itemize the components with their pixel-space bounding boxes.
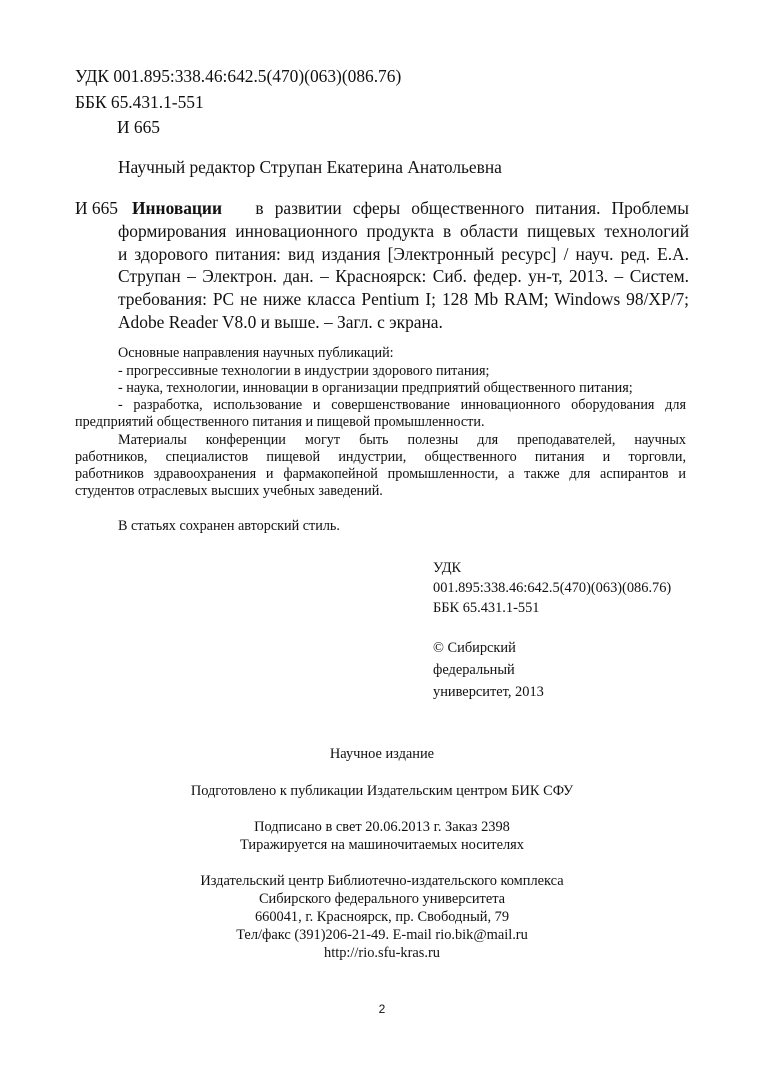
bbk-value: ББК 65.431.1-551 [433,600,540,616]
useful-line-4: студентов отраслевых высших учебных заведений. [75,483,383,499]
page-number: 2 [378,1002,386,1016]
publisher-site: http://rio.sfu-kras.ru [324,945,440,961]
abstract-item-1: - прогрессивные технологии в индустрии здорового питания; [118,363,490,379]
bib-code: И 665 [75,198,118,218]
prepared-by: Подготовлено к публикации Издательским центром БИК СФУ [190,783,574,799]
bib-line-4: Струпан – Электрон. дан. – Красноярск: Сиб. федер. ун-т, 2013. – Систем. [118,266,689,286]
udk-label: УДК [433,560,462,576]
udk-header: УДК 001.895:338.46:642.5(470)(063)(086.76) [75,66,402,86]
replication-info: Тиражируется на машиночитаемых носителях [240,837,524,853]
abstract-item-3: - разработка, использование и совершенствование инновационного оборудования для [118,397,686,413]
bib-title: Инновации [132,198,222,218]
publisher-contacts: Тел/факс (391)206-21-49. E-mail rio.bik@mail.ru [236,927,528,943]
useful-line-2: работников, специалистов пищевой индустрии, общественного питания и торговли, [75,449,686,465]
bib-line-6: Adobe Reader V8.0 и выше. – Загл. с экрана. [118,312,443,332]
author-style-note: В статьях сохранен авторский стиль. [118,518,340,534]
abstract-item-3-cont: предприятий общественного питания и пищевой промышленности. [75,414,485,430]
publisher-line-1: Издательский центр Библиотечно-издательского комплекса [200,873,564,889]
useful-line-3: работников здравоохранения и фармакопейной промышленности, а также для аспирантов и [75,466,686,482]
bbk-header: ББК 65.431.1-551 [75,92,204,112]
copyright-line-2: федеральный [433,662,515,678]
signed-info: Подписано в свет 20.06.2013 г. Заказ 2398 [254,819,510,835]
udk-value: 001.895:338.46:642.5(470)(063)(086.76) [433,580,672,596]
abstract-intro: Основные направления научных публикаций: [118,345,394,361]
bib-line-2: формирования инновационного продукта в области пищевых технологий [118,221,689,241]
publisher-line-2: Сибирского федерального университета [258,891,506,907]
bib-line-1-rest: в развитии сферы общественного питания. Проблемы [255,198,689,218]
useful-line-1: Материалы конференции могут быть полезны для преподавателей, научных [118,432,686,448]
abstract-item-2: - наука, технологии, инновации в организации предприятий общественного питания; [118,380,633,396]
copyright-line-3: университет, 2013 [433,684,544,700]
edition-type: Научное издание [329,746,435,762]
bib-line-5: требования: PC не ниже класса Pentium I; 128 Mb RAM; Windows 98/XP/7; [118,289,689,309]
bib-line-3: и здорового питания: вид издания [Электронный ресурс] / науч. ред. Е.А. [118,244,689,264]
author-code: И 665 [117,117,160,137]
bib-line-1 [132,198,689,219]
scientific-editor: Научный редактор Струпан Екатерина Анатольевна [118,157,502,177]
copyright-line-1: © Сибирский [433,640,516,656]
publisher-address: 660041, г. Красноярск, пр. Свободный, 79 [254,909,510,925]
